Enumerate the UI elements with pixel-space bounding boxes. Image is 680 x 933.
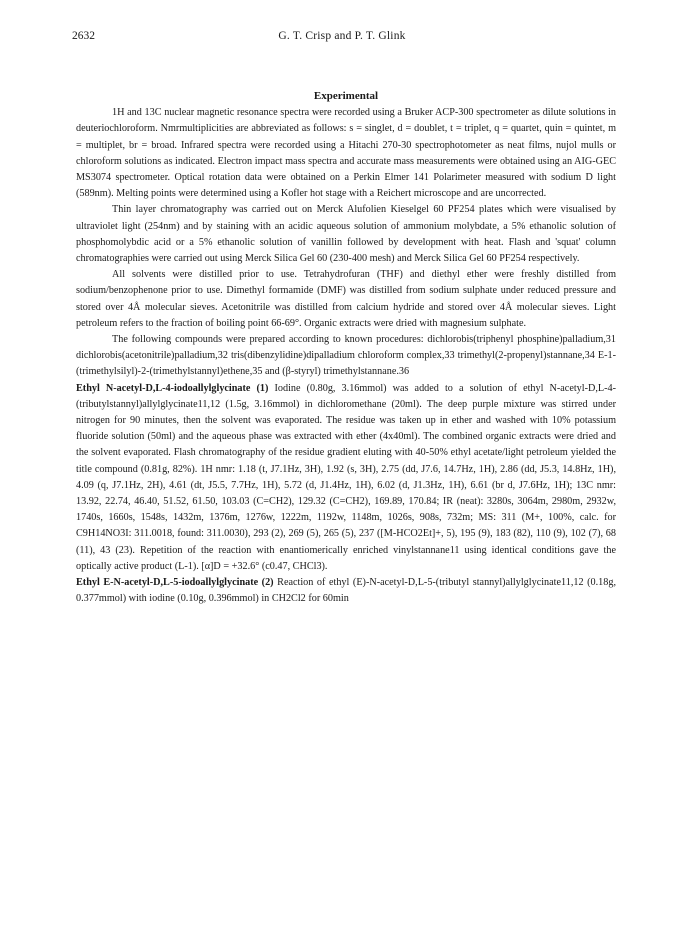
section-title: Experimental: [313, 90, 379, 102]
compound-2-entry: [76, 575, 616, 607]
paragraph-known-compounds: The following compounds were prepared according to known procedures: dichlorobis(triphenyl phosphine)palladium,31 dichlorobis(acetonitrile)palladium,32 tris(dibenzylidine)dipalladium chloroform complex,33 trimethyl(2-propenyl)stannane,34 E-1-(trimethylsilyl)-2-(trimethylstannyl)ethene,35 and (β-styryl) trimethylstannane.36: [76, 334, 616, 378]
paragraph-chromatography: Thin layer chromatography was carried out on Merck Alufolien Kieselgel 60 PF254 plates which were visualised by ultraviolet light (254nm) and by staining with an acidic aqueous solution of ammonium molybdate, a 5% ethanolic solution of phosphomolybdic acid or a 5% ethanolic solution of vanillin followed by development with heat. Flash and 'squat' column chromatographies were carried out using Merck Silica Gel 60 (230-400 mesh) and Merck Silica Gel 60 PF254 respectively.: [76, 204, 616, 265]
compound-1-text: Iodine (0.80g, 3.16mmol) was added to a solution of ethyl N-acetyl-D,L-4-(tributylstannyl)allylglycinate11,12 (1.5g, 3.16mmol) in dichloromethane (20ml). The deep purple mixture was stirred under nitrogen for 90 minutes, then the solvent was evaporated. The residue was taken up in ether and washed with 10% potassium fluoride solution (50ml) and the aqueous phase was extracted with ether (4x40ml). The combined organic extracts were dried and the solvent evaporated. Flash chromatography of the residue gradient eluting with 40-50% ethyl acetate/light petroleum yielded the title compound (0.81g, 82%). 1H nmr: 1.18 (t, J7.1Hz, 3H), 1.92 (s, 3H), 2.75 (dd, J7.6, 14.7Hz, 1H), 2.86 (dd, J5.3, 14.8Hz, 1H), 4.09 (q, J7.1Hz, 2H), 4.61 (dt, J5.5, 7.7Hz, 1H), 5.72 (d, J1.4Hz, 1H), 6.02 (d, J1.3Hz, 1H), 6.61 (br d, J7.6Hz, 1H); 13C nmr: 13.92, 22.74, 46.40, 51.52, 61.50, 103.03 (C=CH2), 129.32 (C=CH2), 169.89, 170.84; IR (neat): 3280s, 3064m, 2980m, 2932w, 1740s, 1660s, 1548s, 1432m, 1376m, 1276w, 1222m, 1192w, 1148m, 1026s, 908s, 732m; MS: 311 (M+, 100%, calc. for C9H14NO3I: 311.0018, found: 311.0030), 293 (2), 269 (5), 265 (5), 237 ([M-HCO2Et]+, 5), 195 (9), 183 (82), 110 (9), 102 (7), 68 (11), 43 (23). Repetition of the reaction with enantiomerically enriched vinylstannane11 using identical conditions gave the optically active product (L-1). [α]D = +32.6° (c0.47, CHCl3).: [76, 382, 616, 572]
page-header: [72, 30, 612, 50]
page-number: 2632: [72, 30, 95, 42]
compound-2-heading: Ethyl E-N-acetyl-D,L-5-iodoallylglycinate (2): [76, 577, 274, 589]
running-head: G. T. Crisp and P. T. Glink: [278, 30, 406, 42]
article-body: [76, 88, 616, 608]
compound-1-heading: Ethyl N-acetyl-D,L-4-iodoallylglycinate (1): [76, 382, 269, 394]
paragraph-solvents: All solvents were distilled prior to use. Tetrahydrofuran (THF) and diethyl ether were freshly distilled from sodium/benzophenone prior to use. Dimethyl formamide (DMF) was distilled from sodium sulphate under reduced pressure and stored over 4Å molecular sieves. Acetonitrile was distilled from calcium hydride and stored over 4Å molecular sieves. Light petroleum refers to the fraction of boiling point 66-69°. Organic extracts were dried with magnesium sulphate.: [76, 269, 616, 329]
compound-2-text: Reaction of ethyl (E)-N-acetyl-D,L-5-(tributyl stannyl)allylglycinate11,12 (0.18g, 0.377mmol) with iodine (0.10g, 0.396mmol) in CH2Cl2 for 60min: [76, 577, 616, 605]
paragraph-instrumentation: 1H and 13C nuclear magnetic resonance spectra were recorded using a Bruker ACP-300 spectrometer as dilute solutions in deuteriochloroform. Nmrmultiplicities are abbreviated as follows: s = singlet, d = doublet, t = triplet, q = quartet, quin = quintet, m = multiplet, br = broad. Infrared spectra were recorded using a Hitachi 270-30 spectrophotometer as neat films, nujol mulls or chloroform solutions as indicated. Electron impact mass spectra and accurate mass measurements were obtained using an AIG-GEC MS3074 spectrometer. Optical rotation data were obtained on a Perkin Elmer 141 Polarimeter measured with sodium D light (589nm). Melting points were determined using a Kofler hot stage with a Reichert microscope and are uncorrected.: [76, 107, 616, 200]
compound-1-entry: [76, 381, 616, 575]
